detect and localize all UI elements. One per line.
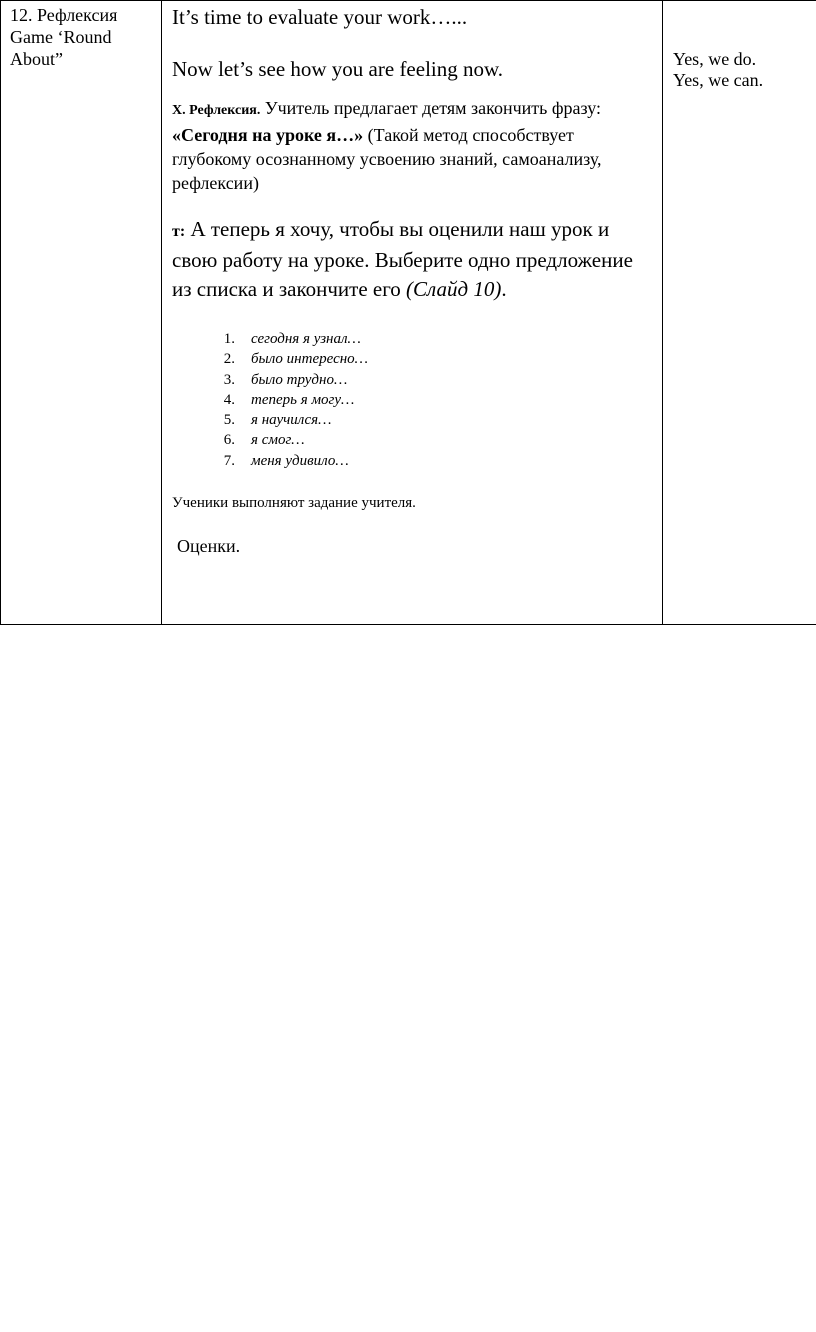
evaluate-work-line: It’s time to evaluate your work…... <box>172 5 468 29</box>
grades-text: Оценки. <box>177 536 241 557</box>
table-row <box>1 1 816 625</box>
task-label: т: <box>172 223 186 240</box>
list-item: 1. сегодня я узнал… <box>223 331 361 347</box>
task-paragraph <box>172 215 656 304</box>
list-item: 6. я смог… <box>223 432 305 449</box>
task-end: . <box>501 277 507 301</box>
reflection-label: Х. Рефлексия. <box>172 103 261 118</box>
list-item: 5. я научился… <box>223 412 332 429</box>
teacher-activity-cell <box>162 1 663 625</box>
list-item: 2. было интересно… <box>223 351 369 368</box>
students-do-task: Ученики выполняют задание учителя. <box>172 495 416 512</box>
students-responses: Yes, we do. Yes, we can. <box>673 49 764 90</box>
list-item: 4. теперь я могу… <box>223 391 355 408</box>
reflection-text-1: Учитель предлагает детям закончить фразу: <box>260 98 601 118</box>
lesson-plan-table <box>0 0 816 625</box>
list-item: 3. было трудно… <box>223 371 348 388</box>
reflection-text-2: (Такой метод способствует глубокому осознанному усвоению знаний, самоанализу, рефлексии) <box>172 125 602 193</box>
students-activity-cell <box>663 1 816 625</box>
list-item: 7. меня удивило… <box>223 452 349 469</box>
feeling-now-line: Now let’s see how you are feeling now. <box>172 57 504 81</box>
reflection-paragraph <box>172 96 656 195</box>
task-text: А теперь я хочу, чтобы вы оценили наш урок и свою работу на уроке. Выберите одно предложение из списка и закончите его <box>172 217 633 301</box>
reflection-phrase: «Сегодня на уроке я…» <box>172 125 364 145</box>
stage-cell <box>1 1 162 625</box>
slide-reference: (Слайд 10) <box>406 277 502 301</box>
phrase-list <box>172 329 656 471</box>
stage-title: 12. Рефлексия Game ‘Round About” <box>10 5 118 69</box>
